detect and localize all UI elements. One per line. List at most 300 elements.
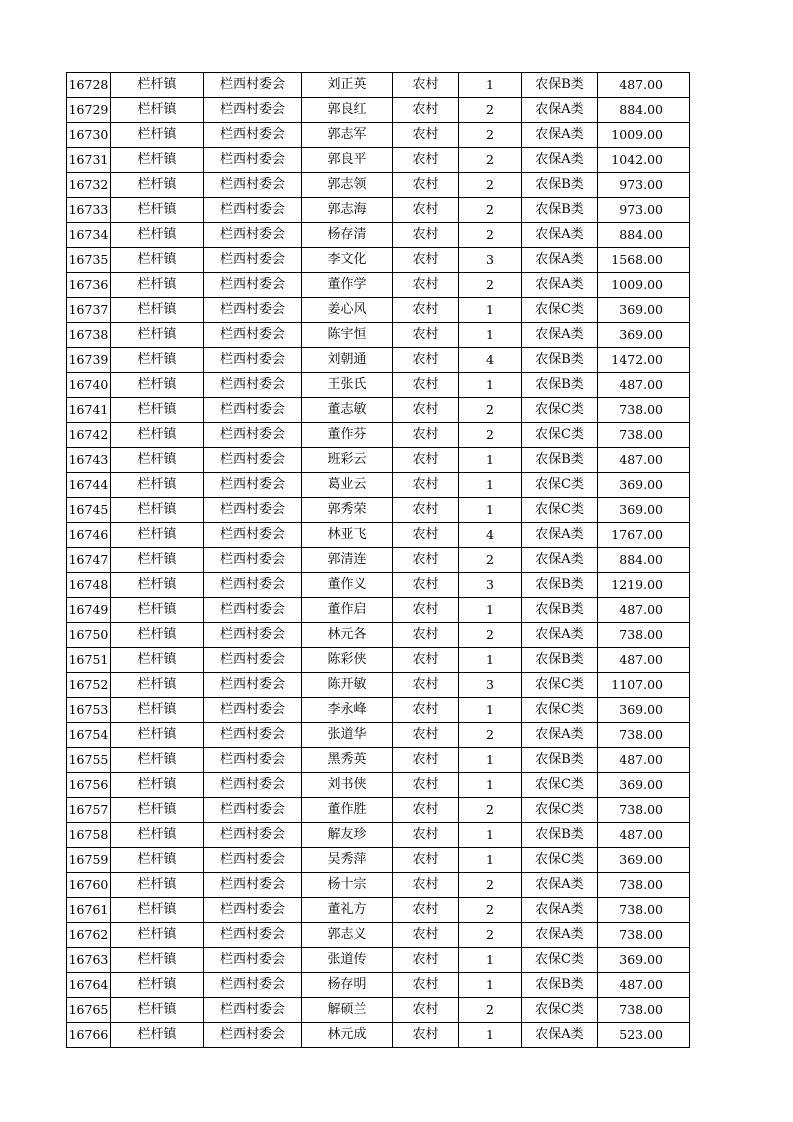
cell-area: 农村 xyxy=(393,498,459,523)
cell-id: 16732 xyxy=(67,173,111,198)
cell-amount: 487.00 xyxy=(598,748,690,773)
cell-id: 16754 xyxy=(67,723,111,748)
cell-category: 农保C类 xyxy=(522,298,598,323)
cell-category: 农保A类 xyxy=(522,1023,598,1048)
cell-count: 1 xyxy=(459,698,522,723)
cell-area: 农村 xyxy=(393,848,459,873)
cell-area: 农村 xyxy=(393,298,459,323)
cell-count: 1 xyxy=(459,748,522,773)
cell-committee: 栏西村委会 xyxy=(204,523,302,548)
cell-name: 董礼方 xyxy=(302,898,393,923)
cell-count: 2 xyxy=(459,98,522,123)
cell-committee: 栏西村委会 xyxy=(204,198,302,223)
table-row xyxy=(67,598,690,623)
table-row xyxy=(67,873,690,898)
cell-area: 农村 xyxy=(393,648,459,673)
cell-town: 栏杆镇 xyxy=(111,248,204,273)
cell-amount: 738.00 xyxy=(598,873,690,898)
cell-town: 栏杆镇 xyxy=(111,173,204,198)
cell-id: 16751 xyxy=(67,648,111,673)
cell-amount: 487.00 xyxy=(598,648,690,673)
cell-amount: 738.00 xyxy=(598,423,690,448)
table-row xyxy=(67,723,690,748)
cell-area: 农村 xyxy=(393,948,459,973)
cell-count: 1 xyxy=(459,473,522,498)
table-row xyxy=(67,498,690,523)
cell-committee: 栏西村委会 xyxy=(204,923,302,948)
cell-amount: 1042.00 xyxy=(598,148,690,173)
cell-name: 李永峰 xyxy=(302,698,393,723)
cell-town: 栏杆镇 xyxy=(111,498,204,523)
cell-committee: 栏西村委会 xyxy=(204,223,302,248)
cell-committee: 栏西村委会 xyxy=(204,798,302,823)
cell-count: 2 xyxy=(459,148,522,173)
cell-count: 1 xyxy=(459,73,522,98)
cell-id: 16750 xyxy=(67,623,111,648)
cell-category: 农保C类 xyxy=(522,398,598,423)
cell-amount: 369.00 xyxy=(598,848,690,873)
table-row xyxy=(67,273,690,298)
cell-area: 农村 xyxy=(393,348,459,373)
cell-name: 解友珍 xyxy=(302,823,393,848)
table-row xyxy=(67,773,690,798)
cell-area: 农村 xyxy=(393,73,459,98)
cell-count: 2 xyxy=(459,723,522,748)
cell-town: 栏杆镇 xyxy=(111,298,204,323)
cell-count: 2 xyxy=(459,173,522,198)
cell-category: 农保B类 xyxy=(522,73,598,98)
cell-category: 农保A类 xyxy=(522,898,598,923)
cell-town: 栏杆镇 xyxy=(111,598,204,623)
cell-category: 农保A类 xyxy=(522,123,598,148)
cell-committee: 栏西村委会 xyxy=(204,573,302,598)
cell-name: 陈宇恒 xyxy=(302,323,393,348)
cell-name: 刘正英 xyxy=(302,73,393,98)
cell-town: 栏杆镇 xyxy=(111,348,204,373)
cell-town: 栏杆镇 xyxy=(111,323,204,348)
cell-amount: 1767.00 xyxy=(598,523,690,548)
cell-town: 栏杆镇 xyxy=(111,473,204,498)
cell-town: 栏杆镇 xyxy=(111,1023,204,1048)
cell-amount: 1568.00 xyxy=(598,248,690,273)
cell-town: 栏杆镇 xyxy=(111,423,204,448)
cell-committee: 栏西村委会 xyxy=(204,123,302,148)
table-row xyxy=(67,398,690,423)
cell-committee: 栏西村委会 xyxy=(204,373,302,398)
cell-category: 农保C类 xyxy=(522,498,598,523)
cell-id: 16747 xyxy=(67,548,111,573)
cell-category: 农保A类 xyxy=(522,523,598,548)
cell-id: 16759 xyxy=(67,848,111,873)
cell-committee: 栏西村委会 xyxy=(204,498,302,523)
cell-area: 农村 xyxy=(393,448,459,473)
cell-amount: 973.00 xyxy=(598,173,690,198)
cell-amount: 487.00 xyxy=(598,973,690,998)
cell-town: 栏杆镇 xyxy=(111,573,204,598)
cell-committee: 栏西村委会 xyxy=(204,673,302,698)
cell-category: 农保B类 xyxy=(522,373,598,398)
cell-name: 杨存清 xyxy=(302,223,393,248)
cell-id: 16743 xyxy=(67,448,111,473)
cell-category: 农保C类 xyxy=(522,473,598,498)
table-row xyxy=(67,823,690,848)
cell-count: 1 xyxy=(459,973,522,998)
cell-name: 陈彩侠 xyxy=(302,648,393,673)
cell-town: 栏杆镇 xyxy=(111,848,204,873)
cell-town: 栏杆镇 xyxy=(111,998,204,1023)
cell-amount: 487.00 xyxy=(598,73,690,98)
cell-town: 栏杆镇 xyxy=(111,623,204,648)
cell-area: 农村 xyxy=(393,798,459,823)
cell-category: 农保A类 xyxy=(522,923,598,948)
table-row xyxy=(67,848,690,873)
cell-count: 2 xyxy=(459,223,522,248)
cell-name: 刘朝通 xyxy=(302,348,393,373)
table-row xyxy=(67,1023,690,1048)
cell-town: 栏杆镇 xyxy=(111,198,204,223)
cell-id: 16761 xyxy=(67,898,111,923)
benefit-table xyxy=(66,72,690,1048)
cell-name: 郭清连 xyxy=(302,548,393,573)
cell-id: 16760 xyxy=(67,873,111,898)
cell-name: 林元成 xyxy=(302,1023,393,1048)
cell-town: 栏杆镇 xyxy=(111,923,204,948)
cell-amount: 487.00 xyxy=(598,373,690,398)
cell-committee: 栏西村委会 xyxy=(204,998,302,1023)
cell-area: 农村 xyxy=(393,873,459,898)
cell-count: 1 xyxy=(459,323,522,348)
cell-id: 16730 xyxy=(67,123,111,148)
table-row xyxy=(67,148,690,173)
cell-amount: 1107.00 xyxy=(598,673,690,698)
cell-category: 农保A类 xyxy=(522,723,598,748)
cell-committee: 栏西村委会 xyxy=(204,748,302,773)
cell-category: 农保B类 xyxy=(522,748,598,773)
cell-committee: 栏西村委会 xyxy=(204,873,302,898)
cell-committee: 栏西村委会 xyxy=(204,348,302,373)
cell-count: 2 xyxy=(459,873,522,898)
cell-count: 1 xyxy=(459,648,522,673)
cell-category: 农保A类 xyxy=(522,148,598,173)
cell-town: 栏杆镇 xyxy=(111,148,204,173)
cell-count: 2 xyxy=(459,398,522,423)
cell-name: 董作义 xyxy=(302,573,393,598)
cell-committee: 栏西村委会 xyxy=(204,948,302,973)
table-row xyxy=(67,748,690,773)
cell-count: 3 xyxy=(459,673,522,698)
cell-town: 栏杆镇 xyxy=(111,798,204,823)
cell-area: 农村 xyxy=(393,548,459,573)
cell-id: 16763 xyxy=(67,948,111,973)
cell-area: 农村 xyxy=(393,748,459,773)
table-row xyxy=(67,548,690,573)
cell-town: 栏杆镇 xyxy=(111,898,204,923)
cell-area: 农村 xyxy=(393,773,459,798)
cell-committee: 栏西村委会 xyxy=(204,98,302,123)
cell-committee: 栏西村委会 xyxy=(204,298,302,323)
table-row xyxy=(67,223,690,248)
cell-category: 农保B类 xyxy=(522,348,598,373)
cell-category: 农保B类 xyxy=(522,573,598,598)
cell-committee: 栏西村委会 xyxy=(204,248,302,273)
cell-town: 栏杆镇 xyxy=(111,773,204,798)
cell-amount: 884.00 xyxy=(598,223,690,248)
cell-id: 16765 xyxy=(67,998,111,1023)
cell-amount: 738.00 xyxy=(598,398,690,423)
cell-area: 农村 xyxy=(393,323,459,348)
cell-town: 栏杆镇 xyxy=(111,673,204,698)
cell-name: 班彩云 xyxy=(302,448,393,473)
table-row xyxy=(67,623,690,648)
cell-name: 林元各 xyxy=(302,623,393,648)
cell-count: 2 xyxy=(459,273,522,298)
cell-name: 郭良红 xyxy=(302,98,393,123)
cell-id: 16736 xyxy=(67,273,111,298)
cell-committee: 栏西村委会 xyxy=(204,1023,302,1048)
cell-committee: 栏西村委会 xyxy=(204,648,302,673)
cell-committee: 栏西村委会 xyxy=(204,623,302,648)
cell-amount: 1219.00 xyxy=(598,573,690,598)
table-row xyxy=(67,448,690,473)
cell-name: 张道传 xyxy=(302,948,393,973)
cell-count: 2 xyxy=(459,623,522,648)
cell-category: 农保A类 xyxy=(522,323,598,348)
cell-amount: 973.00 xyxy=(598,198,690,223)
cell-id: 16755 xyxy=(67,748,111,773)
cell-id: 16749 xyxy=(67,598,111,623)
cell-town: 栏杆镇 xyxy=(111,648,204,673)
cell-id: 16728 xyxy=(67,73,111,98)
table-row xyxy=(67,248,690,273)
cell-id: 16748 xyxy=(67,573,111,598)
cell-count: 3 xyxy=(459,573,522,598)
table-row xyxy=(67,698,690,723)
cell-category: 农保B类 xyxy=(522,823,598,848)
cell-count: 1 xyxy=(459,598,522,623)
cell-category: 农保A类 xyxy=(522,548,598,573)
cell-name: 吴秀萍 xyxy=(302,848,393,873)
cell-committee: 栏西村委会 xyxy=(204,423,302,448)
cell-category: 农保C类 xyxy=(522,798,598,823)
cell-id: 16729 xyxy=(67,98,111,123)
cell-amount: 738.00 xyxy=(598,723,690,748)
cell-name: 李文化 xyxy=(302,248,393,273)
cell-amount: 884.00 xyxy=(598,98,690,123)
cell-count: 2 xyxy=(459,998,522,1023)
cell-name: 董作学 xyxy=(302,273,393,298)
cell-area: 农村 xyxy=(393,998,459,1023)
cell-category: 农保A类 xyxy=(522,273,598,298)
cell-committee: 栏西村委会 xyxy=(204,973,302,998)
cell-amount: 369.00 xyxy=(598,323,690,348)
cell-town: 栏杆镇 xyxy=(111,723,204,748)
cell-category: 农保A类 xyxy=(522,623,598,648)
table-row xyxy=(67,998,690,1023)
cell-committee: 栏西村委会 xyxy=(204,173,302,198)
cell-id: 16746 xyxy=(67,523,111,548)
cell-area: 农村 xyxy=(393,623,459,648)
cell-area: 农村 xyxy=(393,473,459,498)
cell-category: 农保C类 xyxy=(522,773,598,798)
cell-category: 农保C类 xyxy=(522,948,598,973)
cell-count: 3 xyxy=(459,248,522,273)
table-row xyxy=(67,173,690,198)
cell-name: 董志敏 xyxy=(302,398,393,423)
cell-id: 16764 xyxy=(67,973,111,998)
cell-area: 农村 xyxy=(393,673,459,698)
cell-count: 1 xyxy=(459,848,522,873)
cell-town: 栏杆镇 xyxy=(111,73,204,98)
cell-committee: 栏西村委会 xyxy=(204,323,302,348)
cell-count: 4 xyxy=(459,523,522,548)
cell-town: 栏杆镇 xyxy=(111,98,204,123)
cell-area: 农村 xyxy=(393,723,459,748)
cell-committee: 栏西村委会 xyxy=(204,148,302,173)
cell-name: 黑秀英 xyxy=(302,748,393,773)
cell-town: 栏杆镇 xyxy=(111,273,204,298)
cell-count: 1 xyxy=(459,773,522,798)
cell-town: 栏杆镇 xyxy=(111,398,204,423)
cell-name: 王张氏 xyxy=(302,373,393,398)
cell-area: 农村 xyxy=(393,398,459,423)
cell-area: 农村 xyxy=(393,898,459,923)
table-row xyxy=(67,198,690,223)
cell-id: 16733 xyxy=(67,198,111,223)
cell-area: 农村 xyxy=(393,373,459,398)
cell-area: 农村 xyxy=(393,823,459,848)
cell-area: 农村 xyxy=(393,198,459,223)
cell-category: 农保B类 xyxy=(522,173,598,198)
table-row xyxy=(67,523,690,548)
table-row xyxy=(67,473,690,498)
cell-category: 农保B类 xyxy=(522,648,598,673)
cell-town: 栏杆镇 xyxy=(111,448,204,473)
cell-area: 农村 xyxy=(393,123,459,148)
cell-committee: 栏西村委会 xyxy=(204,773,302,798)
cell-town: 栏杆镇 xyxy=(111,123,204,148)
cell-id: 16752 xyxy=(67,673,111,698)
cell-name: 郭秀荣 xyxy=(302,498,393,523)
cell-name: 郭良平 xyxy=(302,148,393,173)
cell-id: 16737 xyxy=(67,298,111,323)
cell-name: 张道华 xyxy=(302,723,393,748)
table-row xyxy=(67,898,690,923)
table-row xyxy=(67,373,690,398)
cell-area: 农村 xyxy=(393,573,459,598)
cell-name: 林亚飞 xyxy=(302,523,393,548)
cell-area: 农村 xyxy=(393,698,459,723)
cell-area: 农村 xyxy=(393,923,459,948)
cell-count: 1 xyxy=(459,373,522,398)
cell-name: 郭志军 xyxy=(302,123,393,148)
cell-id: 16758 xyxy=(67,823,111,848)
cell-category: 农保C类 xyxy=(522,423,598,448)
cell-id: 16734 xyxy=(67,223,111,248)
cell-area: 农村 xyxy=(393,173,459,198)
cell-amount: 487.00 xyxy=(598,598,690,623)
cell-area: 农村 xyxy=(393,148,459,173)
cell-count: 2 xyxy=(459,123,522,148)
cell-amount: 369.00 xyxy=(598,473,690,498)
cell-town: 栏杆镇 xyxy=(111,698,204,723)
cell-name: 郭志义 xyxy=(302,923,393,948)
table-row xyxy=(67,348,690,373)
table-row xyxy=(67,948,690,973)
cell-count: 1 xyxy=(459,948,522,973)
cell-amount: 738.00 xyxy=(598,898,690,923)
table-body xyxy=(67,73,690,1048)
cell-committee: 栏西村委会 xyxy=(204,598,302,623)
cell-town: 栏杆镇 xyxy=(111,748,204,773)
cell-area: 农村 xyxy=(393,598,459,623)
cell-category: 农保B类 xyxy=(522,973,598,998)
cell-amount: 738.00 xyxy=(598,923,690,948)
cell-category: 农保B类 xyxy=(522,598,598,623)
table-row xyxy=(67,298,690,323)
cell-name: 郭志领 xyxy=(302,173,393,198)
cell-id: 16753 xyxy=(67,698,111,723)
table-row xyxy=(67,798,690,823)
cell-area: 农村 xyxy=(393,973,459,998)
table-row xyxy=(67,98,690,123)
cell-id: 16744 xyxy=(67,473,111,498)
cell-committee: 栏西村委会 xyxy=(204,723,302,748)
cell-town: 栏杆镇 xyxy=(111,948,204,973)
cell-amount: 1009.00 xyxy=(598,273,690,298)
cell-amount: 1472.00 xyxy=(598,348,690,373)
table-row xyxy=(67,73,690,98)
cell-count: 4 xyxy=(459,348,522,373)
table-row xyxy=(67,573,690,598)
cell-name: 陈开敏 xyxy=(302,673,393,698)
cell-amount: 1009.00 xyxy=(598,123,690,148)
cell-id: 16762 xyxy=(67,923,111,948)
cell-amount: 369.00 xyxy=(598,773,690,798)
cell-category: 农保A类 xyxy=(522,223,598,248)
cell-category: 农保A类 xyxy=(522,248,598,273)
cell-name: 杨存明 xyxy=(302,973,393,998)
cell-area: 农村 xyxy=(393,248,459,273)
cell-id: 16757 xyxy=(67,798,111,823)
cell-id: 16738 xyxy=(67,323,111,348)
cell-town: 栏杆镇 xyxy=(111,873,204,898)
cell-amount: 884.00 xyxy=(598,548,690,573)
cell-id: 16735 xyxy=(67,248,111,273)
cell-amount: 738.00 xyxy=(598,998,690,1023)
cell-amount: 369.00 xyxy=(598,498,690,523)
cell-name: 郭志海 xyxy=(302,198,393,223)
cell-count: 2 xyxy=(459,423,522,448)
cell-count: 1 xyxy=(459,1023,522,1048)
cell-category: 农保C类 xyxy=(522,848,598,873)
table-row xyxy=(67,423,690,448)
cell-town: 栏杆镇 xyxy=(111,223,204,248)
cell-category: 农保C类 xyxy=(522,698,598,723)
table-row xyxy=(67,673,690,698)
cell-committee: 栏西村委会 xyxy=(204,273,302,298)
cell-name: 刘书侠 xyxy=(302,773,393,798)
table-row xyxy=(67,323,690,348)
cell-area: 农村 xyxy=(393,223,459,248)
cell-town: 栏杆镇 xyxy=(111,823,204,848)
cell-town: 栏杆镇 xyxy=(111,373,204,398)
table-row xyxy=(67,648,690,673)
cell-name: 葛业云 xyxy=(302,473,393,498)
cell-amount: 487.00 xyxy=(598,823,690,848)
cell-amount: 738.00 xyxy=(598,623,690,648)
cell-id: 16766 xyxy=(67,1023,111,1048)
cell-name: 解硕兰 xyxy=(302,998,393,1023)
